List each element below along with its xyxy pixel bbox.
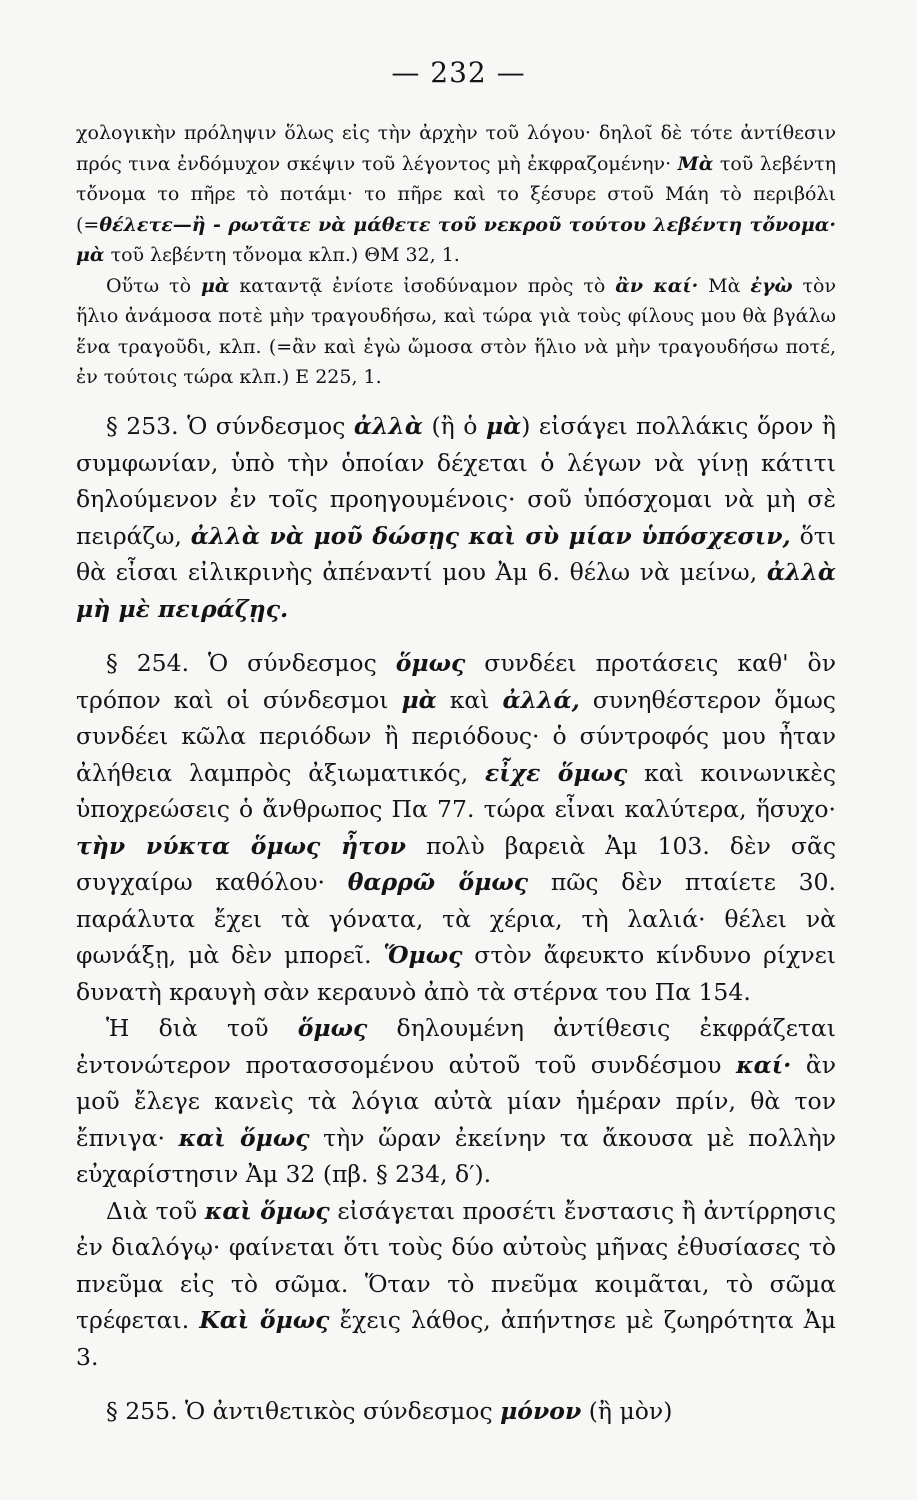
emphasis: μὰ xyxy=(485,412,522,440)
emphasis: εἶχε ὅμως xyxy=(484,758,628,787)
emphasis: τὴν νύκτα ὅμως ἦτον xyxy=(76,831,406,860)
text-run: καταντᾷ ἐνίοτε ἰσοδύναμον πρὸς τὸ xyxy=(239,274,606,297)
text-run: εἰσάγεται προσέτι ἔνστασις ἢ ἀντίρρησις ἐν διαλόγῳ· φαίνεται ὅτι τοὺς δύο αὐτοὺς μῆνας ἐθυσίασες τὸ πνεῦμα εἰς τὸ σῶμα. Ὅταν τὸ πνεῦμα κοιμᾶται, τὸ σῶμα τρέφεται. xyxy=(76,1196,836,1334)
emphasis: ἂν καί· xyxy=(615,274,699,297)
emphasis: ἀλλὰ μὴ μὲ πειράζῃς. xyxy=(76,558,836,623)
emphasis: ἀλλά, xyxy=(502,685,580,714)
text-run: καὶ xyxy=(449,685,490,714)
text-run: τοῦ λεβέντη τὄνομα το πῆρε τὸ ποτάμι· το πῆρε καὶ το ξέσυρε στοῦ Μάη τὸ περιβόλι (= xyxy=(76,152,836,236)
text-run: ) εἰσάγει πολλάκις ὅρον ἢ συμφωνίαν, ὑπὸ τὴν ὁποίαν δέχεται ὁ λέγων νὰ γίνῃ κάτιτι δηλούμενον ἐν τοῖς προηγουμένοις· σοῦ ὑπόσχομαι νὰ μὴ σὲ πειράζω, xyxy=(76,412,836,550)
text-run: (ἢ ὁ xyxy=(431,412,478,440)
text-run: τοῦ λεβέντη τὄνομα κλπ.) ΘΜ 32, 1. xyxy=(110,244,460,266)
emphasis: Ὅμως xyxy=(383,941,463,969)
section-255 xyxy=(76,1393,836,1430)
emphasis: μὰ xyxy=(200,274,230,297)
text-run: δηλουμένη ἀντίθεσις ἐκφράζεται ἐντονώτερον προτασσομένου αὐτοῦ τοῦ συνδέσμου xyxy=(76,1014,836,1079)
text-run: χολογικὴν πρόληψιν ὅλως εἰς τὴν ἀρχὴν τοῦ λόγου· δηλοῖ δὲ τότε ἀντίθεσιν πρός τινα ἐνδόμυχον σκέψιν τοῦ λέγοντος μὴ ἐκφραζομένην· xyxy=(76,122,836,175)
emphasis: καὶ ὅμως xyxy=(178,1123,310,1152)
emphasis: Μὰ xyxy=(677,152,714,175)
section-254-paragraph-3 xyxy=(76,1193,836,1376)
emphasis: θέλετε—ἢ - ρωτᾶτε νὰ μάθετε τοῦ νεκροῦ τούτου λεβέντη τὄνομα· xyxy=(99,213,836,236)
text-run: ἔχεις λάθος, ἀπήντησε μὲ ζωηρότητα Ἀμ 3. xyxy=(76,1306,836,1371)
text-run: Μὰ xyxy=(708,274,741,297)
text-run: τὸν ἥλιο ἀνάμοσα ποτὲ μὴν τραγουδήσω, καὶ τώρα γιὰ τοὺς φίλους μου θὰ βγάλω ἕνα τραγοῦδι, κλπ. (=ἂν καὶ ἐγὼ ὤμοσα στὸν ἥλιο νὰ μὴν τραγουδήσω ποτέ, ἐν τούτοις τώρα κλπ.) Ε 225, 1. xyxy=(76,274,837,388)
emphasis: μόνον xyxy=(500,1397,582,1425)
emphasis: ὅμως xyxy=(297,1014,368,1042)
emphasis: ἀλλὰ xyxy=(353,412,423,440)
text-run: ἂν μοῦ ἔλεγε κανεὶς τὰ λόγια αὐτὰ μίαν ἡμέραν πρίν, θὰ τον ἔπνιγα· xyxy=(76,1050,836,1152)
text-run: Διὰ τοῦ xyxy=(106,1196,198,1225)
emphasis: θαρρῶ ὅμως xyxy=(347,868,529,896)
text-run: πολὺ βαρειὰ Ἀμ 103. δὲν σᾶς συγχαίρω καθόλου· xyxy=(76,831,836,896)
text-run: συνδέει προτάσεις καθ' ὃν τρόπον καὶ οἱ σύνδεσμοι xyxy=(76,649,836,714)
text-run: τὴν ὥραν ἐκείνην τα ἄκουσα μὲ πολλὴν εὐχαρίστησιν Ἀμ 32 (πβ. § 234, δ′). xyxy=(76,1123,836,1188)
text-run: συνηθέστερον ὅμως συνδέει κῶλα περιόδων ἢ περιόδους· ὁ σύντροφός μου ἦταν ἀλήθεια λαμπρὸς ἀξιωματικός, xyxy=(76,685,836,787)
text-run: § 254. Ὁ σύνδεσμος xyxy=(106,649,377,677)
emphasis: Καὶ ὅμως xyxy=(199,1306,330,1334)
text-run: στὸν ἄφευκτο κίνδυνο ρίχνει δυνατὴ κραυγὴ σὰν κεραυνὸ ἀπὸ τὰ στέρνα του Πα 154. xyxy=(76,941,836,1006)
emphasis: μὰ xyxy=(76,244,105,266)
note-paragraph-1 xyxy=(76,118,836,271)
section-253 xyxy=(76,408,836,627)
text-run: § 255. Ὁ ἀντιθετικὸς σύνδεσμος xyxy=(106,1397,493,1425)
text-run: Οὕτω τὸ xyxy=(106,274,192,297)
text-run: καὶ κοινωνικὲς ὑποχρεώσεις ὁ ἄνθρωπος Πα 77. τώρα εἶναι καλύτερα, ἥσυχο· xyxy=(76,758,836,823)
emphasis: καὶ ὅμως xyxy=(204,1196,330,1225)
emphasis: ἐγὼ xyxy=(750,274,793,297)
text-run: (ἢ μὸν) xyxy=(588,1397,673,1425)
section-254 xyxy=(76,645,836,1010)
note-block xyxy=(76,118,836,393)
text-run: Ἡ διὰ τοῦ xyxy=(106,1014,269,1042)
emphasis: ἀλλὰ νὰ μοῦ δώσῃς καὶ σὺ μίαν ὑπόσχεσιν, xyxy=(190,521,791,550)
section-254-paragraph-2 xyxy=(76,1010,836,1193)
main-text xyxy=(76,408,836,1430)
emphasis: μὰ xyxy=(401,685,437,714)
text-run: ὅτι θὰ εἶσαι εἰλικρινὴς ἀπέναντί μου Ἀμ 6. θέλω νὰ μείνω, xyxy=(76,521,836,586)
page-number: — 232 — xyxy=(391,56,526,89)
emphasis: καί· xyxy=(736,1050,792,1079)
text-run: πῶς δὲν πταίετε 30. παράλυτα ἔχει τὰ γόνατα, τὰ χέρια, τὴ λαλιά· θέλει νὰ φωνάξῃ, μὰ δὲν μπορεῖ. xyxy=(76,868,836,969)
note-paragraph-2 xyxy=(76,271,836,393)
text-run: § 253. Ὁ σύνδεσμος xyxy=(106,412,346,440)
emphasis: ὅμως xyxy=(395,649,466,677)
